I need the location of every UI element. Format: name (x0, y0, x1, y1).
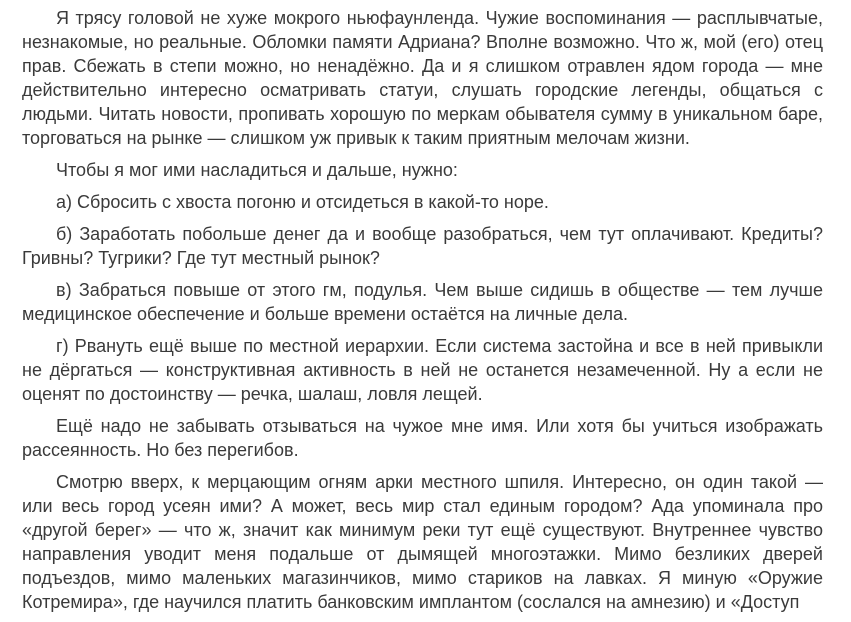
paragraph-1: Я трясу головой не хуже мокрого ньюфаунленда. Чужие воспоминания — расплывчатые, незнакомые, но реальные. Обломки памяти Адриана? Вполне возможно. Что ж, мой (его) отец прав. Сбежать в степи можно, но ненадёжно. Да и я слишком отравлен ядом города — мне действительно интересно осматривать статуи, слушать городские легенды, общаться с людьми. Читать новости, пропивать хорошую по меркам обывателя сумму в уникальном баре, торговаться на рынке — слишком уж привык к таким приятным мелочам жизни. (22, 8, 823, 148)
paragraph-2: Чтобы я мог ими насладиться и дальше, нужно: (56, 160, 458, 180)
paragraph-3: Ещё надо не забывать отзываться на чужое мне имя. Или хотя бы учиться изображать рассеянность. Но без перегибов. (22, 416, 823, 460)
paragraph-4: Смотрю вверх, к мерцающим огням арки местного шпиля. Интересно, он один такой — или весь город усеян ими? А может, весь мир стал единым городом? Ада упоминала про «другой берег» — что ж, значит как минимум реки тут ещё существуют. Внутреннее чувство направления уводит меня подальше от дымящей многоэтажки. Мимо безликих дверей подъездов, мимо маленьких магазинчиков, мимо стариков на лавках. Я миную «Оружие Котремира», где научился платить банковским имплантом (сослался на амнезию) и «Доступ (22, 472, 823, 612)
list-item-v: в) Забраться повыше от этого гм, подулья. Чем выше сидишь в обществе — тем лучше медицинское обеспечение и больше времени остаётся на личные дела. (22, 280, 823, 324)
document-body (22, 6, 823, 622)
list-item-a: а) Сбросить с хвоста погоню и отсидеться в какой-то норе. (56, 192, 549, 212)
list-item-b: б) Заработать побольше денег да и вообще разобраться, чем тут оплачивают. Кредиты? Гривны? Тугрики? Где тут местный рынок? (22, 224, 823, 268)
list-item-g: г) Рвануть ещё выше по местной иерархии. Если система застойна и все в ней привыкли не дёргаться — конструктивная активность в ней не останется незамеченной. Ну а если не оценят по достоинству — речка, шалаш, ловля лещей. (22, 336, 823, 404)
